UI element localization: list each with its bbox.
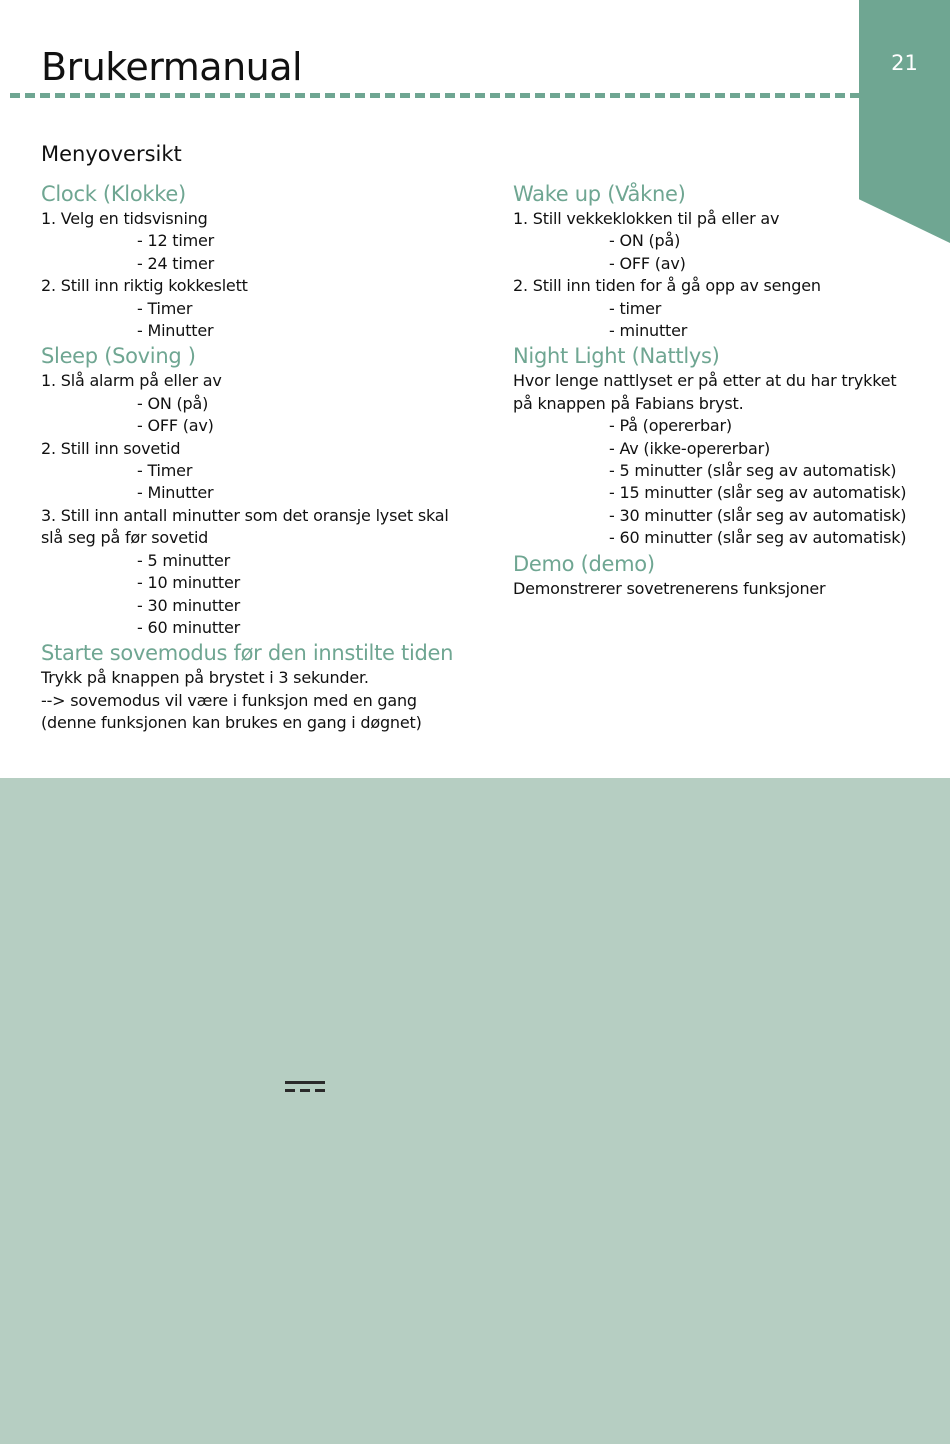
- start-sleep-line: --> sovemodus vil være i funksjon med en gang: [41, 690, 417, 710]
- nightlight-option: - 15 minutter (slår seg av automatisk): [609, 483, 907, 503]
- wakeup-item-1-option: - ON (på): [609, 231, 681, 251]
- nightlight-option: - 60 minutter (slår seg av automatisk): [609, 528, 907, 548]
- wakeup-item-2-option: - minutter: [609, 321, 688, 341]
- demo-heading: Demo (demo): [513, 551, 655, 576]
- wakeup-item-2-option: - timer: [609, 298, 662, 318]
- wakeup-item-1-option: - OFF (av): [609, 253, 686, 273]
- nightlight-option: - Av (ikke-opererbar): [609, 438, 771, 458]
- page-title: Brukermanual: [41, 45, 303, 89]
- bottom-panel: [0, 778, 950, 1444]
- nightlight-line: på knappen på Fabians bryst.: [513, 393, 744, 413]
- wakeup-item-1: 1. Still vekkeklokken til på eller av: [513, 209, 780, 228]
- start-sleep-line: Trykk på knappen på brystet i 3 sekunder.: [41, 668, 369, 688]
- nightlight-option: - 5 minutter (slår seg av automatisk): [609, 461, 897, 481]
- clock-item-2-option: - Minutter: [137, 321, 214, 341]
- page-number: 21: [891, 51, 918, 75]
- start-sleep-line: (denne funksjonen kan brukes en gang i døgnet): [41, 713, 422, 733]
- sleep-item-3-option: - 5 minutter: [137, 550, 231, 570]
- dc-dash: [285, 1089, 295, 1092]
- clock-item-2-option: - Timer: [137, 298, 193, 318]
- sleep-item-3-option: - 10 minutter: [137, 573, 240, 593]
- section-title: Menyoversikt: [41, 142, 182, 166]
- sleep-heading: Sleep (Soving ): [41, 344, 196, 369]
- nightlight-option: - 30 minutter (slår seg av automatisk): [609, 505, 907, 525]
- dc-dash: [315, 1089, 325, 1092]
- sleep-item-1-option: - ON (på): [137, 393, 209, 413]
- nightlight-line: Hvor lenge nattlyset er på etter at du har trykket: [513, 371, 897, 391]
- sleep-item-2-option: - Timer: [137, 461, 193, 481]
- direct-current-symbol-icon: [285, 1081, 325, 1093]
- clock-item-1-option: - 24 timer: [137, 253, 215, 273]
- clock-item-1-option: - 12 timer: [137, 231, 215, 251]
- start-sleep-heading: Starte sovemodus før den innstilte tiden: [41, 641, 454, 666]
- dashed-divider: [10, 93, 860, 98]
- sleep-item-3: 3. Still inn antall minutter som det oransje lyset skal: [41, 505, 449, 525]
- sleep-item-3-option: - 60 minutter: [137, 617, 240, 637]
- clock-item-2: 2. Still inn riktig kokkeslett: [41, 276, 248, 296]
- dc-dash: [300, 1089, 310, 1092]
- demo-line: Demonstrerer sovetrenerens funksjoner: [513, 578, 826, 598]
- right-column: [513, 180, 913, 600]
- sleep-item-1: 1. Slå alarm på eller av: [41, 371, 222, 391]
- nightlight-heading: Night Light (Nattlys): [513, 344, 720, 369]
- left-column: [41, 180, 481, 735]
- wakeup-item-2: 2. Still inn tiden for å gå opp av sengen: [513, 276, 821, 296]
- sleep-item-1-option: - OFF (av): [137, 416, 214, 436]
- nightlight-option: - På (opererbar): [609, 416, 732, 436]
- sleep-item-3-cont: slå seg på før sovetid: [41, 528, 209, 548]
- sleep-item-2: 2. Still inn sovetid: [41, 438, 181, 458]
- clock-item-1: 1. Velg en tidsvisning: [41, 209, 208, 228]
- sleep-item-2-option: - Minutter: [137, 483, 214, 503]
- dc-solid-line: [285, 1081, 325, 1084]
- sleep-item-3-option: - 30 minutter: [137, 595, 240, 615]
- wakeup-heading: Wake up (Våkne): [513, 182, 686, 206]
- clock-heading: Clock (Klokke): [41, 182, 186, 206]
